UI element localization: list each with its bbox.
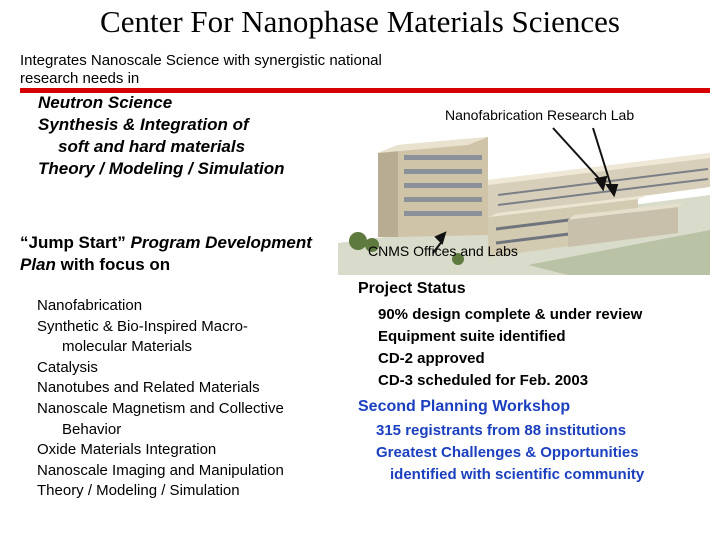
focus-item: Theory / Modeling / Simulation [38, 159, 285, 178]
status-item: 90% design complete & under review [378, 306, 643, 323]
project-status-heading: Project Status [358, 280, 466, 297]
jump-start-tail: with focus on [60, 255, 171, 274]
workshop-item: 315 registrants from 88 institutions [376, 422, 627, 439]
jump-start-quote: “Jump Start” [20, 233, 126, 252]
status-item: CD-2 approved [378, 350, 485, 367]
program-plan-label: Program Development Plan [20, 233, 312, 274]
intro-line: research needs in [20, 70, 140, 87]
topic-item: Nanotubes and Related Materials [37, 379, 260, 397]
topic-item: Theory / Modeling / Simulation [37, 482, 240, 500]
intro-text [20, 52, 580, 88]
topic-item: Behavior [62, 420, 122, 438]
workshop-heading: Second Planning Workshop [358, 398, 571, 415]
status-item: CD-3 scheduled for Feb. 2003 [378, 372, 589, 389]
topic-item: Oxide Materials Integration [37, 441, 217, 459]
slide-title: Center For Nanophase Materials Sciences [100, 4, 620, 39]
topic-item: Nanoscale Magnetism and Collective [37, 399, 284, 417]
research-topics [37, 296, 284, 502]
focus-item: soft and hard materials [58, 137, 246, 156]
focus-areas [38, 92, 285, 180]
tower-side [378, 145, 398, 237]
intro-line: Integrates Nanoscale Science with synergistic national [20, 52, 382, 69]
workshop-item: identified with scientific community [390, 466, 645, 483]
project-status-list [378, 304, 642, 392]
status-item: Equipment suite identified [378, 328, 566, 345]
focus-item: Neutron Science [38, 93, 173, 112]
nanofab-lab-label: Nanofabrication Research Lab [445, 107, 635, 123]
jump-start-heading [20, 232, 340, 276]
topic-item: Nanoscale Imaging and Manipulation [37, 461, 284, 479]
cnms-offices-label: CNMS Offices and Labs [368, 243, 518, 259]
topic-item: Synthetic & Bio-Inspired Macro- [37, 317, 248, 335]
focus-item: Synthesis & Integration of [38, 115, 249, 134]
topic-item: Nanofabrication [37, 297, 143, 314]
topic-item: Catalysis [37, 358, 98, 376]
topic-item: molecular Materials [62, 338, 193, 356]
workshop-item: Greatest Challenges & Opportunities [376, 444, 639, 461]
workshop-list [376, 420, 644, 486]
